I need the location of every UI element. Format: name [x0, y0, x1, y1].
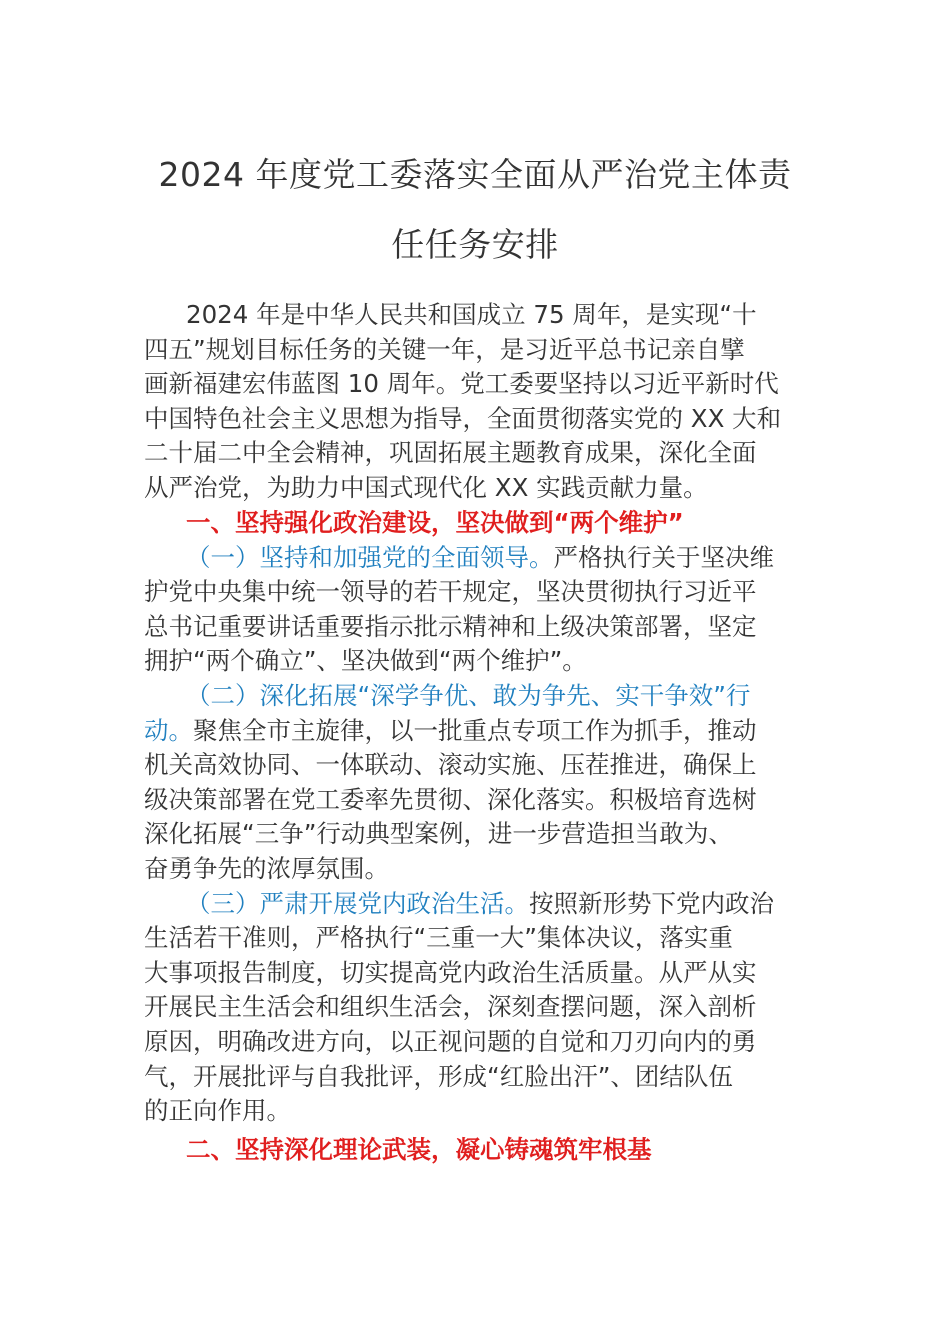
item-3-heading: （三）严肃开展党内政治生活。	[186, 889, 529, 918]
item-3-line: 气，开展批评与自我批评，形成“红脸出汗”、团结队伍	[144, 1062, 733, 1091]
document-title-line-2: 任任务安排	[391, 225, 559, 264]
intro-line: 二十届二中全会精神，巩固拓展主题教育成果，深化全面	[144, 438, 757, 467]
item-3-text: 按照新形势下党内政治	[529, 889, 774, 918]
item-3-line: 原因，明确改进方向，以正视问题的自觉和刀刃向内的勇	[144, 1027, 757, 1056]
section-1-heading: 一、坚持强化政治建设，坚决做到“两个维护”	[186, 508, 684, 537]
item-2-line: 深化拓展“三争”行动典型案例，进一步营造担当敢为、	[144, 819, 733, 848]
item-1-first-line	[186, 541, 851, 576]
item-1-heading: （一）坚持和加强党的全面领导。	[186, 543, 554, 572]
item-2-line: 机关高效协同、一体联动、滚动实施、压茬推进，确保上	[144, 750, 757, 779]
intro-line: 2024 年是中华人民共和国成立 75 周年，是实现“十	[186, 300, 757, 329]
item-1-line: 护党中央集中统一领导的若干规定，坚决贯彻执行习近平	[144, 577, 757, 606]
intro-line: 从严治党，为助力中国式现代化 XX 实践贡献力量。	[144, 473, 708, 502]
intro-line: 中国特色社会主义思想为指导，全面贯彻落实党的 XX 大和	[144, 404, 782, 433]
item-2-heading-end: 动。	[144, 716, 193, 745]
item-1-line: 拥护“两个确立”、坚决做到“两个维护”。	[144, 646, 587, 675]
item-2-line: 奋勇争先的浓厚氛围。	[144, 854, 389, 883]
item-3-line: 开展民主生活会和组织生活会，深刻查摆问题，深入剖析	[144, 992, 757, 1021]
item-3-line: 生活若干准则，严格执行“三重一大”集体决议，落实重	[144, 923, 733, 952]
item-3-line: 大事项报告制度，切实提高党内政治生活质量。从严从实	[144, 958, 757, 987]
item-1-line: 总书记重要讲话重要指示批示精神和上级决策部署，坚定	[144, 612, 757, 641]
section-2-heading: 二、坚持深化理论武装，凝心铸魂筑牢根基	[186, 1135, 652, 1164]
item-3-line: 的正向作用。	[144, 1096, 291, 1125]
item-2-text: 聚焦全市主旋律，以一批重点专项工作为抓手，推动	[193, 716, 757, 745]
item-2-second-line	[144, 714, 809, 749]
intro-line: 画新福建宏伟蓝图 10 周年。党工委要坚持以习近平新时代	[144, 369, 779, 398]
intro-line: 四五”规划目标任务的关键一年，是习近平总书记亲自擘	[144, 335, 745, 364]
item-2-heading: （二）深化拓展“深学争优、敢为争先、实干争效”行	[186, 681, 751, 710]
item-1-text: 严格执行关于坚决维	[553, 543, 774, 572]
document-title-line-1: 2024 年度党工委落实全面从严治党主体责	[158, 155, 792, 194]
item-2-line: 级决策部署在党工委率先贯彻、深化落实。积极培育选树	[144, 785, 757, 814]
item-3-first-line	[186, 887, 851, 922]
